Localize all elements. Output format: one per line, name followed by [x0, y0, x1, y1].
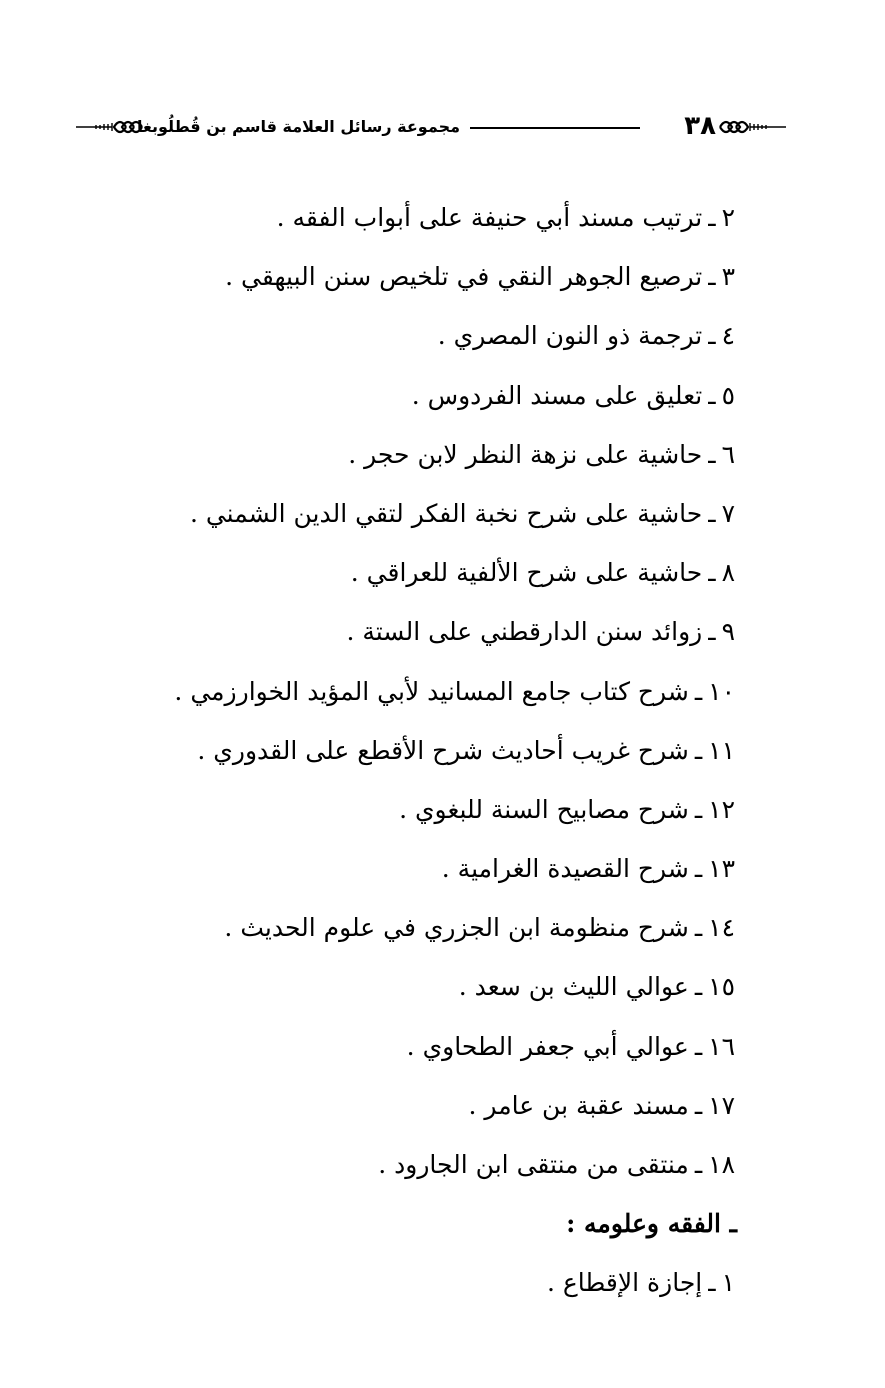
- list-item: [115, 662, 735, 721]
- list-item: [115, 721, 735, 780]
- list-item: [115, 188, 735, 247]
- list-item: [115, 839, 735, 898]
- item-number: ١٨: [708, 1150, 735, 1179]
- item-separator: ـ: [708, 203, 716, 232]
- item-text: شرح غريب أحاديث شرح الأقطع على القدوري .: [197, 735, 689, 765]
- item-separator: ـ: [708, 262, 716, 292]
- list-item: [115, 1076, 735, 1135]
- item-separator: ـ: [694, 854, 703, 884]
- header-ornament-left-icon: [76, 114, 146, 140]
- works-list: [115, 188, 735, 1313]
- item-number: ٨: [721, 558, 735, 588]
- list-item: [115, 366, 735, 425]
- item-separator: ـ: [694, 794, 703, 824]
- item-separator: ـ: [694, 972, 703, 1002]
- item-number: ١٣: [708, 854, 735, 884]
- item-number: ٢: [721, 203, 735, 232]
- list-item: [115, 484, 735, 543]
- item-number: ١٠: [708, 676, 735, 706]
- item-text: عوالي الليث بن سعد .: [458, 972, 689, 1002]
- item-text: شرح منظومة ابن الجزري في علوم الحديث .: [224, 913, 689, 943]
- item-text: مسند عقبة بن عامر .: [468, 1090, 689, 1120]
- item-number: ٤: [721, 321, 735, 351]
- item-separator: ـ: [708, 498, 716, 528]
- item-separator: ـ: [694, 1031, 703, 1061]
- item-number: ١٧: [708, 1090, 735, 1120]
- item-number: ١٥: [708, 972, 735, 1002]
- item-text: تعليق على مسند الفردوس .: [411, 380, 703, 410]
- list-item: [115, 1017, 735, 1076]
- item-number: ٩: [721, 617, 735, 647]
- item-separator: ـ: [708, 439, 716, 469]
- item-number: ١١: [708, 735, 735, 765]
- item-text: إجازة الإقطاع .: [547, 1268, 703, 1298]
- item-number: ٥: [721, 380, 735, 410]
- list-item: [115, 543, 735, 602]
- list-item: [115, 306, 735, 365]
- list-item: [115, 247, 735, 306]
- page-number: ٣٨: [684, 111, 716, 141]
- list-item: [115, 957, 735, 1016]
- item-text: حاشية على شرح نخبة الفكر لتقي الدين الشمني .: [189, 498, 703, 528]
- list-item: [115, 1253, 735, 1312]
- item-separator: ـ: [694, 1150, 703, 1179]
- item-text: حاشية على شرح الألفية للعراقي .: [350, 558, 703, 588]
- item-separator: ـ: [694, 735, 703, 765]
- item-number: ١٤: [708, 913, 735, 943]
- item-separator: ـ: [708, 380, 716, 410]
- running-title: مجموعة رسائل العلامة قاسم بن قُطلُوبغا: [136, 117, 460, 136]
- list-item: [115, 780, 735, 839]
- list-item: [115, 425, 735, 484]
- item-number: ٧: [721, 498, 735, 528]
- header-ornament-right-icon: [716, 114, 786, 140]
- item-separator: ـ: [708, 558, 716, 588]
- item-text: عوالي أبي جعفر الطحاوي .: [406, 1031, 689, 1061]
- item-separator: ـ: [694, 676, 703, 706]
- item-number: ١: [721, 1268, 735, 1298]
- item-text: شرح القصيدة الغرامية .: [441, 854, 689, 884]
- list-item: [115, 898, 735, 957]
- item-text: زوائد سنن الدارقطني على الستة .: [346, 617, 703, 647]
- item-number: ١٦: [708, 1031, 735, 1061]
- item-separator: ـ: [708, 1268, 716, 1298]
- item-separator: ـ: [694, 913, 703, 943]
- item-text: ترتيب مسند أبي حنيفة على أبواب الفقه .: [276, 203, 703, 232]
- list-item: [115, 1135, 735, 1194]
- item-text: ترصيع الجوهر النقي في تلخيص سنن البيهقي .: [225, 262, 703, 292]
- item-separator: ـ: [708, 321, 716, 351]
- item-text: شرح كتاب جامع المسانيد لأبي المؤيد الخوارزمي .: [174, 676, 689, 706]
- item-text: حاشية على نزهة النظر لابن حجر .: [348, 439, 703, 469]
- item-text: شرح مصابيح السنة للبغوي .: [399, 794, 689, 824]
- header-rule: [470, 127, 640, 129]
- item-number: ٦: [721, 439, 735, 469]
- item-separator: ـ: [708, 617, 716, 647]
- item-text: منتقى من منتقى ابن الجارود .: [378, 1150, 689, 1179]
- item-number: ١٢: [708, 794, 735, 824]
- item-number: ٣: [721, 262, 735, 292]
- item-separator: ـ: [694, 1090, 703, 1120]
- running-header: [76, 108, 786, 148]
- section-heading: ـ الفقه وعلومه :: [566, 1209, 737, 1239]
- list-item: [115, 602, 735, 661]
- item-text: ترجمة ذو النون المصري .: [437, 321, 703, 351]
